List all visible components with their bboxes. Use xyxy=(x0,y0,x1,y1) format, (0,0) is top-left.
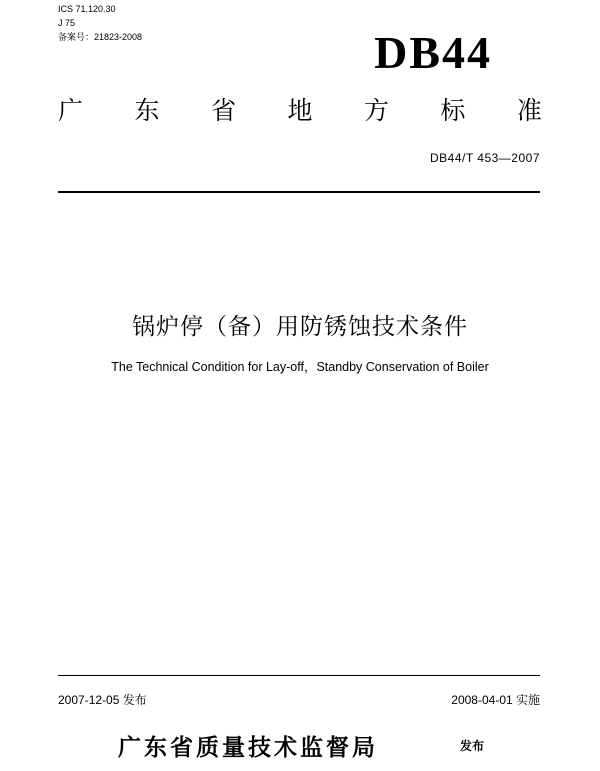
document-title-chinese: 锅炉停（备）用防锈蚀技术条件 xyxy=(132,314,468,340)
standard-type-char: 标 xyxy=(440,96,466,125)
standard-type-char: 省 xyxy=(210,96,236,125)
issuer-release-label: 发布 xyxy=(460,739,485,753)
filing-number: 备案号：21823-2008 xyxy=(58,32,143,42)
standard-number: DB44/T 453—2007 xyxy=(429,151,540,165)
effective-date: 2008-04-01 实施 xyxy=(451,693,540,707)
standard-type-char: 方 xyxy=(363,96,389,125)
standard-type-char: 准 xyxy=(516,96,542,125)
standard-type-char: 地 xyxy=(287,96,313,125)
db44-logo: DB44 xyxy=(374,27,492,78)
document-title-english: The Technical Condition for Lay-off，Standby Conservation of Boiler xyxy=(111,360,489,374)
header-divider xyxy=(58,191,540,193)
standard-type-char: 广 xyxy=(58,96,84,125)
footer-divider xyxy=(58,675,540,676)
release-date: 2007-12-05 发布 xyxy=(58,693,147,707)
issuing-authority: 广东省质量技术监督局 xyxy=(118,734,378,761)
classification-code: J 75 xyxy=(58,18,76,28)
standard-type-heading xyxy=(58,96,542,126)
ics-code: ICS 71.120.30 xyxy=(58,4,116,14)
standard-type-char: 东 xyxy=(134,96,160,125)
